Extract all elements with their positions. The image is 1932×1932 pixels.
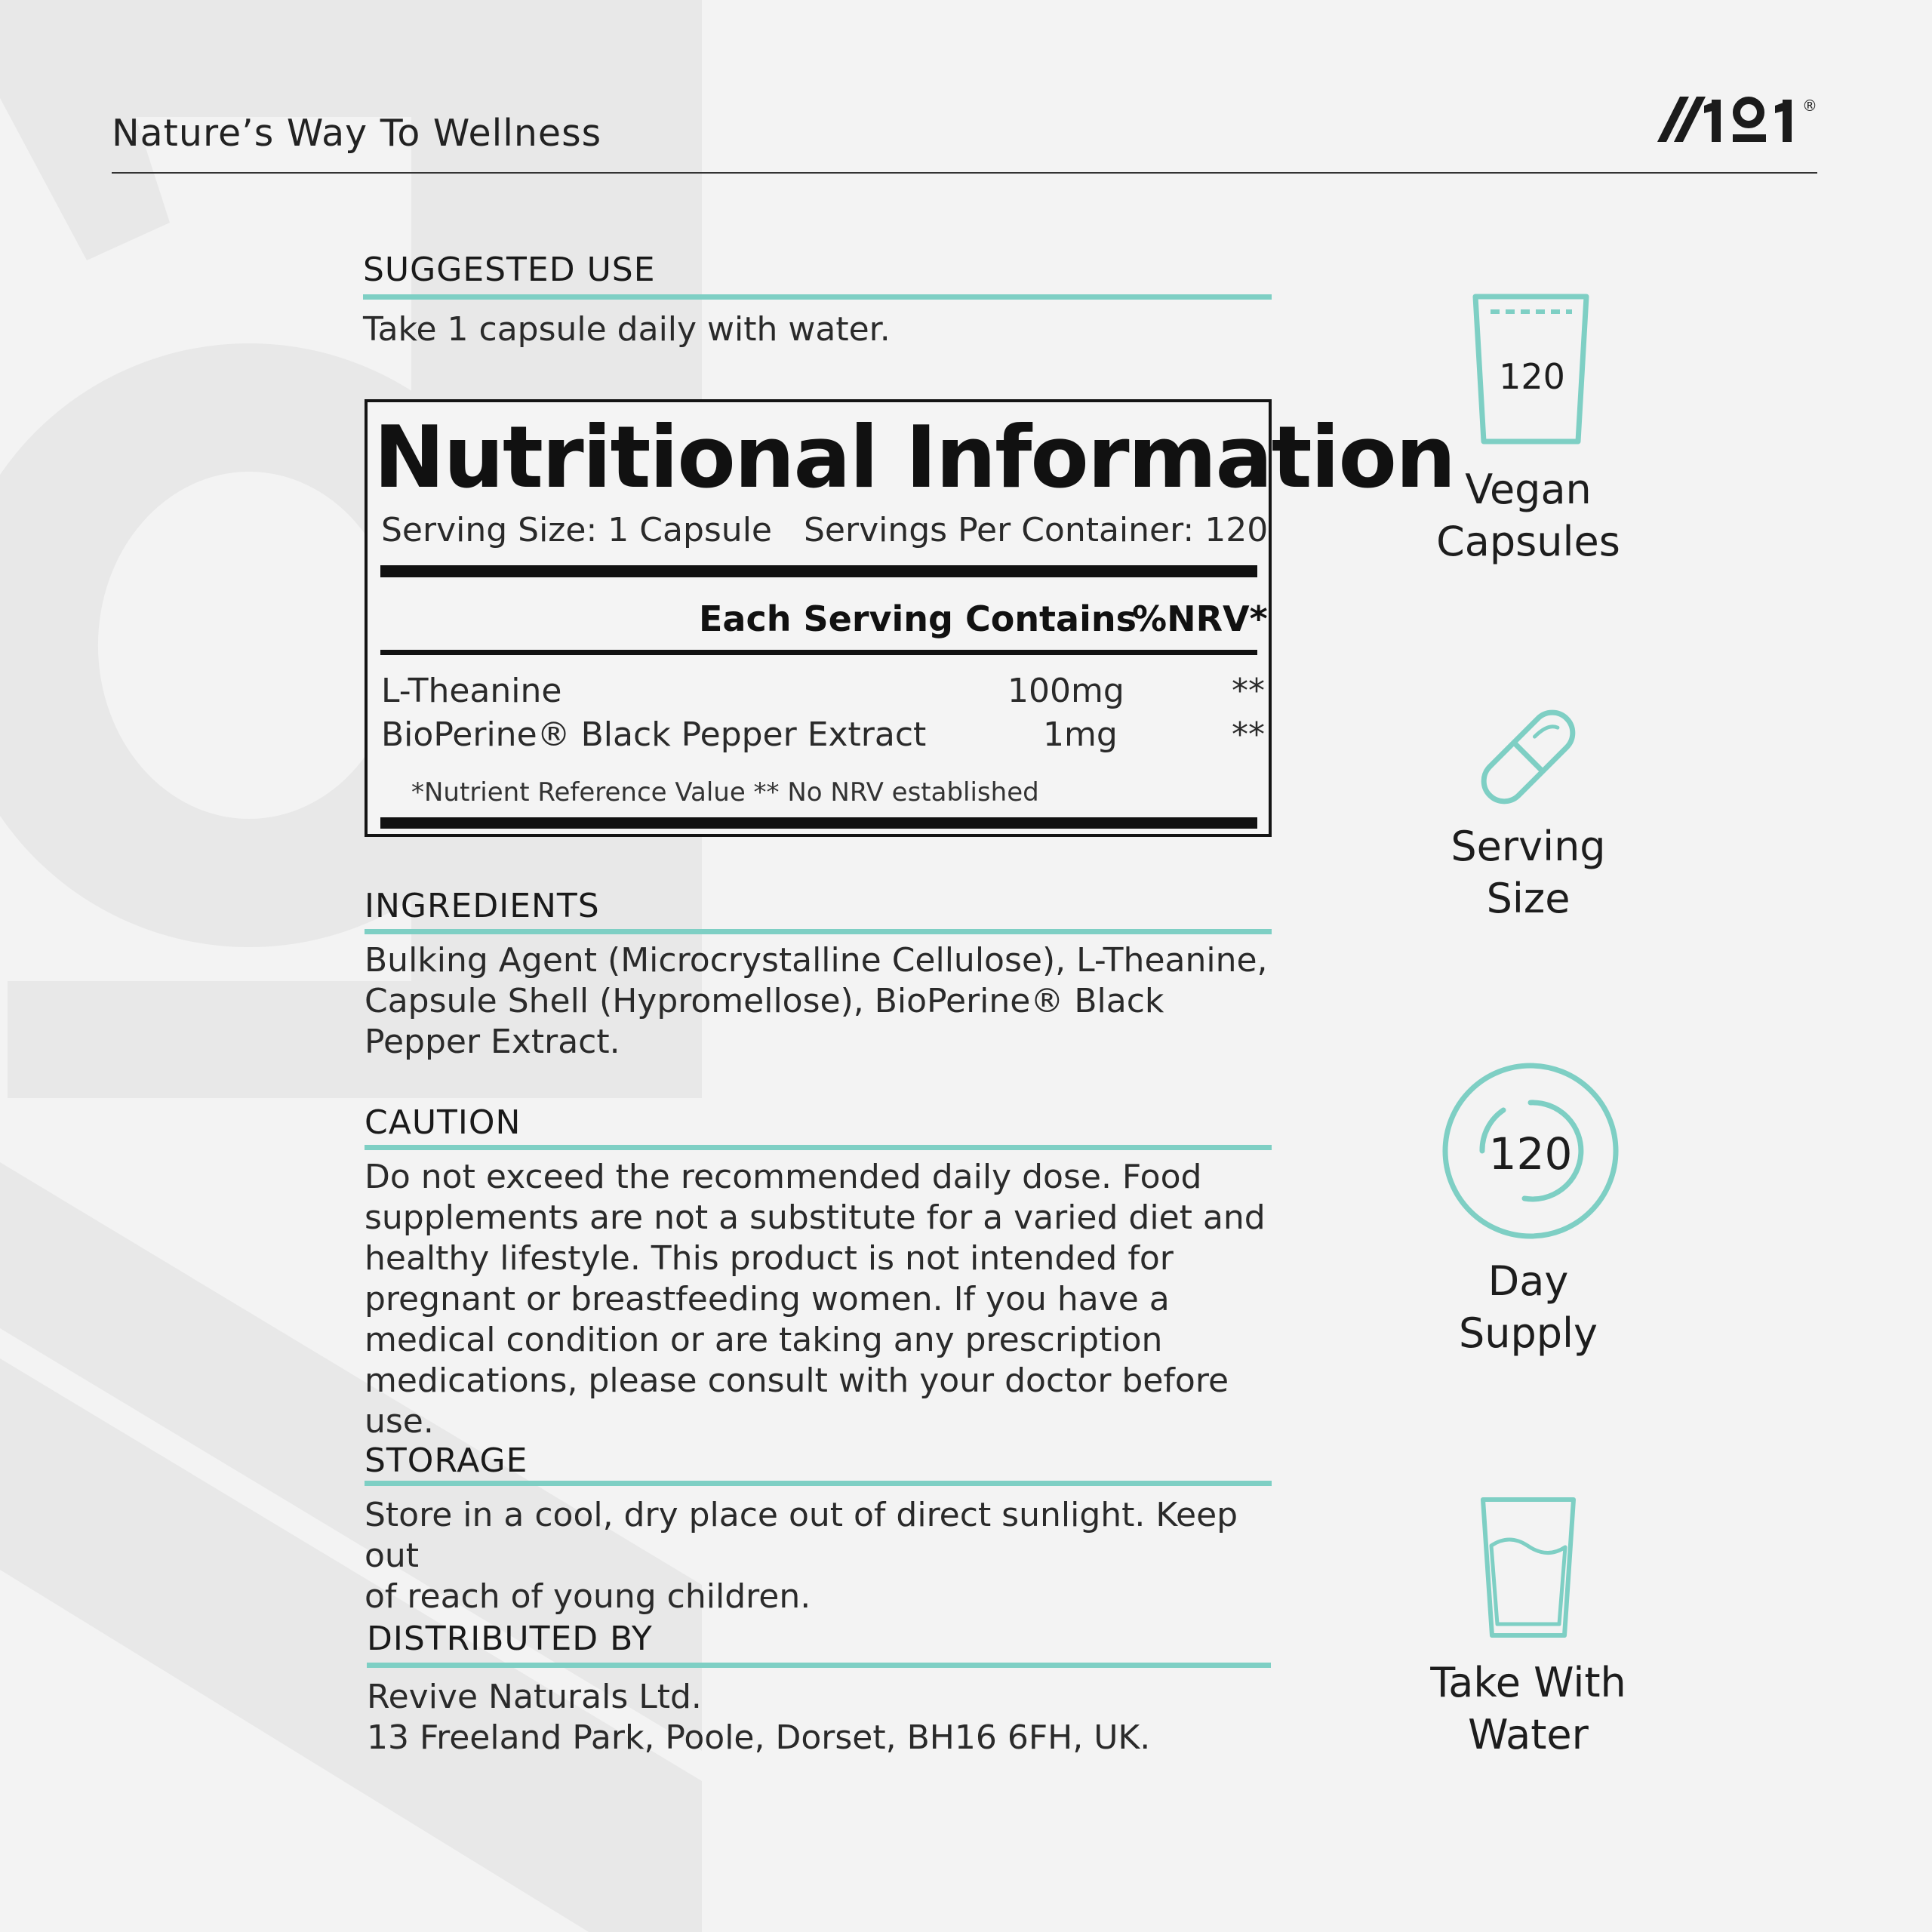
text-line: medications, please consult with your doctor before use. <box>365 1361 1229 1441</box>
text-line: Store in a cool, dry place out of direct sunlight. Keep out <box>365 1496 1238 1575</box>
nutrition-thick-divider <box>380 565 1257 577</box>
registered-mark: ® <box>1802 97 1817 115</box>
suggested-use-rule <box>363 294 1272 300</box>
brand-logo <box>1657 89 1808 165</box>
label-line: Supply <box>1458 1309 1598 1357</box>
ingredients-rule <box>365 929 1272 934</box>
nutrient-name: L-Theanine <box>381 672 562 710</box>
text-line: of reach of young children. <box>365 1577 811 1616</box>
text-line: healthy lifestyle. This product is not intended for <box>365 1239 1174 1278</box>
feature-label-vegan-capsules <box>1362 463 1694 568</box>
ingredients-title: INGREDIENTS <box>365 887 600 925</box>
each-serving-header: Each Serving Contains <box>699 598 1137 639</box>
tagline: Nature’s Way To Wellness <box>112 112 602 155</box>
nutrient-name: BioPerine® Black Pepper Extract <box>381 715 927 754</box>
serving-size: Serving Size: 1 Capsule <box>381 511 772 549</box>
caution-title: CAUTION <box>365 1103 521 1142</box>
text-line: medical condition or are taking any prescription <box>365 1321 1163 1359</box>
text-line: Bulking Agent (Microcrystalline Cellulose), L-Theanine, <box>365 941 1268 980</box>
nutrient-nrv: ** <box>1232 672 1265 710</box>
label-line: Capsules <box>1436 518 1620 565</box>
nutrient-nrv: ** <box>1232 715 1265 754</box>
feature-label-take-with-water <box>1362 1657 1694 1761</box>
nutrition-bottom-divider <box>380 817 1257 829</box>
glass-of-water-icon <box>1479 1496 1577 1639</box>
nutrition-footnote: *Nutrient Reference Value ** No NRV established <box>411 777 1039 808</box>
feature-label-serving-size <box>1362 820 1694 924</box>
text-line: 13 Freeland Park, Poole, Dorset, BH16 6FH, UK. <box>367 1718 1151 1757</box>
distributed-title: DISTRIBUTED BY <box>367 1620 653 1658</box>
text-line: Capsule Shell (Hypromellose), BioPerine® Black <box>365 982 1164 1020</box>
text-line: pregnant or breastfeeding women. If you have a <box>365 1280 1170 1318</box>
caution-rule <box>365 1145 1272 1150</box>
caution-text <box>365 1157 1300 1442</box>
label-line: Day <box>1487 1257 1569 1305</box>
pouch-count: 120 <box>1499 356 1565 397</box>
servings-per-container: Servings Per Container: 120 <box>804 511 1269 549</box>
storage-title: STORAGE <box>365 1441 528 1480</box>
text-line: Do not exceed the recommended daily dose. Food <box>365 1158 1202 1196</box>
text-line: Revive Naturals Ltd. <box>367 1678 702 1716</box>
label-line: Take With <box>1430 1659 1626 1706</box>
storage-rule <box>365 1481 1272 1486</box>
ingredients-text <box>365 940 1285 1063</box>
capsule-icon <box>1472 700 1585 814</box>
nutrition-title: Nutritional Information <box>374 408 1455 507</box>
brand-logo-mark <box>1657 89 1808 149</box>
feature-label-day-supply <box>1362 1255 1694 1359</box>
label-line: Water <box>1468 1711 1589 1758</box>
nrv-header: %NRV* <box>1132 598 1268 639</box>
suggested-use-title: SUGGESTED USE <box>363 251 656 289</box>
header-divider <box>112 172 1817 174</box>
storage-text <box>365 1495 1300 1617</box>
text-line: supplements are not a substitute for a varied diet and <box>365 1198 1266 1237</box>
nutrition-divider <box>380 650 1257 655</box>
label-line: Serving <box>1451 823 1606 870</box>
label-line: Vegan <box>1465 466 1592 513</box>
nutrient-amount: 100mg <box>1008 672 1124 710</box>
text-line: Pepper Extract. <box>365 1023 620 1061</box>
suggested-use-text: Take 1 capsule daily with water. <box>363 310 891 349</box>
distributed-rule <box>367 1663 1271 1668</box>
nutrient-amount: 1mg <box>1043 715 1118 754</box>
distributed-text <box>367 1677 1303 1758</box>
day-count: 120 <box>1488 1128 1573 1180</box>
label-line: Size <box>1486 875 1571 922</box>
